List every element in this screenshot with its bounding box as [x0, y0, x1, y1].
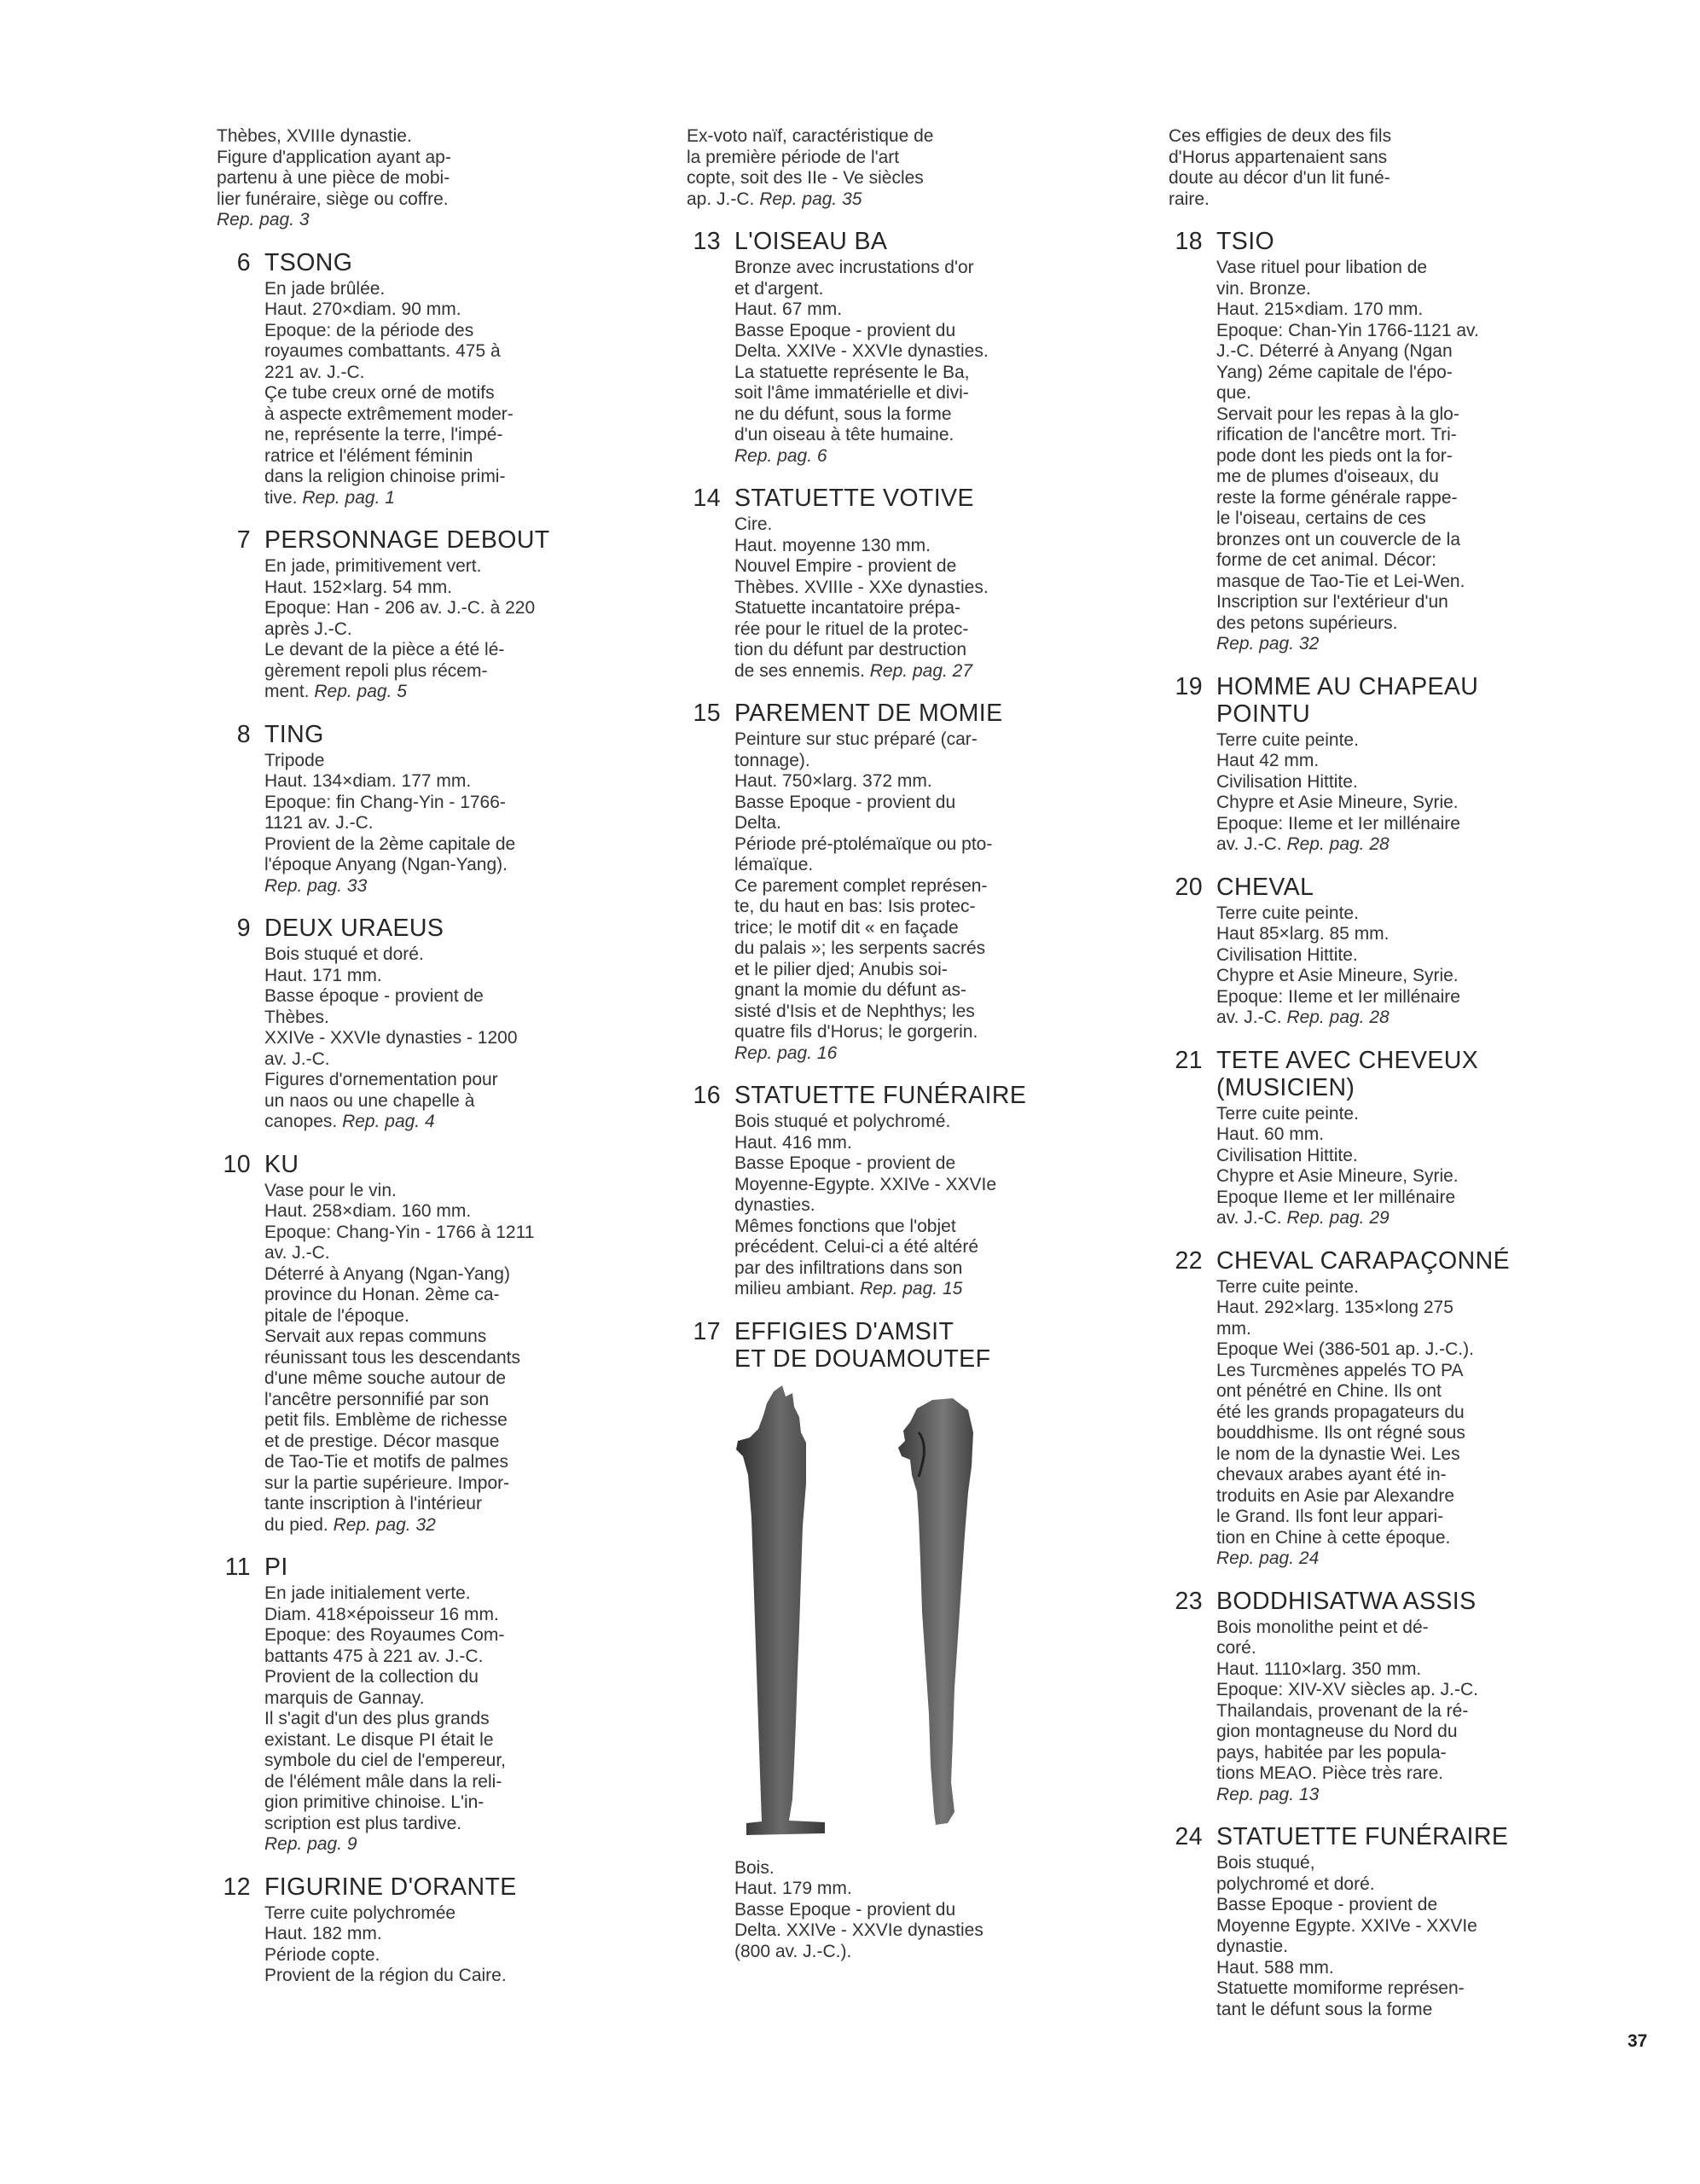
entry-description: Terre cuite peinte. Haut. 292×larg. 135×long 275 mm. Epoque Wei (386-501 ap. J.-C.). Les Turcmènes appelés TO PA ont pénétré en Chine. Ils ont été les grands propagateurs du bouddhisme. Ils ont régné sous le nom de la dynastie Wei. Les chevaux arabes ayant été in- troduits en Asie par Alexandre le Grand. Ils font leur appari- tion en Chine à cette époque. Rep. pag. 24 [1216, 1276, 1474, 1568]
continued-text: Ex-voto naïf, caractéristique de la première période de l'art copte, soit des IIe - Ve siècles ap. J.-C. Rep. pag. 35 [687, 126, 934, 209]
entry-title: BODDHISATWA ASSIS [1216, 1587, 1477, 1615]
entry-description: Terre cuite polychromée Haut. 182 mm. Période copte. Provient de la région du Caire. [264, 1902, 507, 1985]
page-reference: Rep. pag. 32 [333, 1514, 436, 1535]
entry-number: 23 [1175, 1587, 1203, 1615]
page-reference: Rep. pag. 16 [734, 1043, 838, 1063]
continued-text: Thèbes, XVIIIe dynastie. Figure d'application ayant ap- partenu à une pièce de mobi- lier funéraire, siège ou coffre. Rep. pag. 3 [217, 126, 451, 229]
entry-number: 14 [693, 485, 721, 512]
entry-title: PERSONNAGE DEBOUT [264, 526, 550, 554]
entry-number: 22 [1175, 1246, 1203, 1275]
catalog-entry [687, 485, 1036, 682]
page-reference: Rep. pag. 27 [869, 660, 973, 681]
entry-number: 17 [693, 1317, 721, 1345]
page-number: 37 [1627, 2031, 1648, 2051]
catalog-entry [217, 1873, 562, 1987]
entry-description: Bois monolithe peint et dé- coré. Haut. 1110×larg. 350 mm. Epoque: XIV-XV siècles ap. J.-C. Thailandais, provenant de la ré- gion montagneuse du Nord du pays, habitée par les popula- tions MEAO. Pièce très rare. Rep. pag. 13 [1216, 1617, 1478, 1804]
entry-number: 20 [1175, 873, 1203, 901]
entry-title: FIGURINE D'ORANTE [264, 1873, 517, 1901]
entry-number: 9 [236, 915, 251, 942]
entry-title: PAREMENT DE MOMIE [734, 700, 1003, 727]
page-reference: Rep. pag. 4 [342, 1112, 435, 1131]
catalog-entry [217, 721, 562, 897]
figurine-photo [729, 1381, 985, 1855]
entry-number: 12 [223, 1873, 251, 1901]
catalog-entry [687, 1318, 1036, 1373]
catalog-entry [1169, 673, 1527, 856]
catalog-entry [1169, 228, 1527, 655]
entry-description: Cire. Haut. moyenne 130 mm. Nouvel Empire - provient de Thèbes. XVIIIe - XXe dynasties. Statuette incantatoire prépa- rée pour le rituel de la protec- tion du défunt par destruction de ses ennemis. Rep. pag. 27 [734, 514, 989, 681]
entry-title: CHEVAL [1216, 873, 1314, 901]
entry-title: KU [264, 1150, 299, 1178]
entry-title: TETE AVEC CHEVEUX (MUSICIEN) [1216, 1046, 1479, 1101]
entry-title: HOMME AU CHAPEAU POINTU [1216, 672, 1479, 728]
entry-title: STATUETTE FUNÉRAIRE [1216, 1823, 1509, 1850]
entry-description: En jade, primitivement vert. Haut. 152×larg. 54 mm. Epoque: Han - 206 av. J.-C. à 220 après J.-C. Le devant de la pièce a été lé- gèrement repoli plus récem- ment. Rep. pag. 5 [264, 556, 536, 701]
entry-number: 21 [1175, 1046, 1203, 1074]
page-reference: Rep. pag. 35 [759, 189, 862, 209]
entry-number: 6 [236, 248, 251, 276]
entry-title: EFFIGIES D'AMSIT ET DE DOUAMOUTEF [734, 1317, 991, 1373]
entry-number: 15 [693, 700, 721, 727]
page-reference: Rep. pag. 9 [264, 1834, 357, 1854]
catalog-entry [1169, 1823, 1527, 2020]
page-reference: Rep. pag. 5 [314, 682, 407, 701]
entry-title: PI [264, 1554, 288, 1581]
entry-number: 16 [693, 1082, 721, 1109]
entry-description: Terre cuite peinte. Haut 42 mm. Civilisation Hittite. Chypre et Asie Mineure, Syrie. Epoque: IIeme et Ier millénaire av. J.-C. Rep. pag. 28 [1216, 729, 1460, 854]
continued-text: Ces effigies de deux des fils d'Horus appartenaient sans doute au décor d'un lit funé- raire. [1169, 126, 1392, 209]
entry-description: Tripode Haut. 134×diam. 177 mm. Epoque: fin Chang-Yin - 1766- 1121 av. J.-C. Provient de la 2ème capitale de l'époque Anyang (Ngan-Yang). Rep. pag. 33 [264, 750, 516, 896]
catalog-entry [687, 228, 1036, 467]
entry-title: DEUX URAEUS [264, 915, 444, 942]
page-reference: Rep. pag. 6 [734, 445, 827, 466]
entry-description: En jade brûlée. Haut. 270×diam. 90 mm. Epoque: de la période des royaumes combattants. 475 à 221 av. J.-C. Çe tube creux orné de motifs à aspecte extrêmement moder- ne, représente la terre, l'impé- ratrice et l'élément féminin dans la religion chinoise primi- tive. Rep. pag. 1 [264, 278, 513, 508]
entry-number: 7 [236, 526, 251, 554]
catalog-entry [217, 526, 562, 703]
jackal-headed-effigy [736, 1385, 825, 1835]
entry-description: Bois stuqué et doré. Haut. 171 mm. Basse époque - provient de Thèbes. XXIVe - XXVIe dynasties - 1200 av. J.-C. Figures d'ornementation pour un naos ou une chapelle à canopes. Rep. pag. 4 [264, 944, 518, 1131]
page-reference: Rep. pag. 28 [1286, 1008, 1390, 1027]
entry-title: L'OISEAU BA [734, 228, 888, 255]
entry-description: Vase rituel pour libation de vin. Bronze. Haut. 215×diam. 170 mm. Epoque: Chan-Yin 1766-1121 av. J.-C. Déterré à Anyang (Ngan Yang) 2éme capitale de l'épo- que. Servait pour les repas à la glo- rification de l'ancêtre mort. Tri- pode dont les pieds ont la for- me de plumes d'oiseaux, du reste la forme générale rappe- le l'oiseau, certains de ces bronzes ont un couvercle de la forme de cet animal. Décor: masque de Tao-Tie et Lei-Wen. Inscription sur l'extérieur d'un des petons supérieurs. Rep. pag. 32 [1216, 258, 1479, 653]
catalog-entry [1169, 874, 1527, 1029]
page-reference: Rep. pag. 29 [1286, 1208, 1390, 1228]
entry-title: TSIO [1216, 228, 1275, 255]
human-headed-effigy [898, 1398, 973, 1825]
entry-number: 19 [1175, 672, 1203, 700]
catalog-entry [217, 1554, 562, 1856]
entry-description: En jade initialement verte. Diam. 418×époisseur 16 mm. Epoque: des Royaumes Com- battants 475 à 221 av. J.-C. Provient de la collection du marquis de Gannay. Il s'agit d'un des plus grands existant. Le disque PI était le symbole du ciel de l'empereur, de l'élément mâle dans la reli- gion primitive chinoise. L'in- scription est plus tardive. Rep. pag. 9 [264, 1583, 506, 1854]
page-reference: Rep. pag. 15 [860, 1279, 963, 1298]
page-reference: Rep. pag. 3 [217, 210, 310, 229]
entry-description: Terre cuite peinte. Haut. 60 mm. Civilisation Hittite. Chypre et Asie Mineure, Syrie. Epoque IIeme et Ier millénaire av. J.-C. Rep. pag. 29 [1216, 1103, 1459, 1228]
entry-title: TING [264, 720, 324, 748]
page-reference: Rep. pag. 1 [302, 487, 395, 508]
catalog-entry [217, 249, 562, 509]
entry-title: TSONG [264, 248, 353, 276]
entry-title: STATUETTE FUNÉRAIRE [734, 1082, 1027, 1109]
entry-title: STATUETTE VOTIVE [734, 485, 974, 512]
catalog-entry [1169, 1588, 1527, 1806]
catalog-entry [1169, 1047, 1527, 1229]
entry-description: Peinture sur stuc préparé (car- tonnage). Haut. 750×larg. 372 mm. Basse Epoque - provient du Delta. Période pré-ptolémaïque ou pto- lémaïque. Ce parement complet représen- te, du haut en bas: Isis protec- trice; le motif dit « en façade du palais »; les serpents sacrés et le pilier djed; Anubis soi- gnant la momie du défunt as- sisté d'Isis et de Nephthys; les quatre fils d'Horus; le gorgerin. Rep. pag. 16 [734, 729, 993, 1063]
photo-caption: Bois. Haut. 179 mm. Basse Epoque - provient du Delta. XXIVe - XXVIe dynasties (800 av. J.-C.). [734, 1857, 983, 1961]
entry-description: Bronze avec incrustations d'or et d'argent. Haut. 67 mm. Basse Epoque - provient du Delta. XXIVe - XXVIe dynasties. La statuette représente le Ba, soit l'âme immatérielle et divi- ne du défunt, sous la forme d'un oiseau à tête humaine. Rep. pag. 6 [734, 258, 989, 466]
entry-number: 8 [236, 720, 251, 748]
entry-description: Bois stuqué, polychromé et doré. Basse Epoque - provient de Moyenne Egypte. XXIVe - XXVIe dynastie. Haut. 588 mm. Statuette momiforme représen- tant le défunt sous la forme [1216, 1853, 1477, 2019]
page-reference: Rep. pag. 28 [1286, 834, 1390, 854]
catalog-entry [687, 1082, 1036, 1300]
column-3 [1169, 126, 1527, 2038]
entry-title: CHEVAL CARAPAÇONNÉ [1216, 1246, 1510, 1275]
catalog-entry [687, 700, 1036, 1064]
entry-description: Bois stuqué et polychromé. Haut. 416 mm. Basse Epoque - provient de Moyenne-Egypte. XXIVe - XXVIe dynasties. Mêmes fonctions que l'objet précédent. Celui-ci a été altéré par des infiltrations dans son milieu ambiant. Rep. pag. 15 [734, 1112, 997, 1298]
entry-number: 24 [1175, 1823, 1203, 1850]
page-reference: Rep. pag. 13 [1216, 1784, 1320, 1804]
entry-number: 13 [693, 228, 721, 255]
column-2 [687, 126, 1036, 1962]
entry-description: Terre cuite peinte. Haut 85×larg. 85 mm. Civilisation Hittite. Chypre et Asie Mineure, Syrie. Epoque: IIeme et Ier millénaire av. J.-C. Rep. pag. 28 [1216, 903, 1460, 1027]
entry-number: 10 [223, 1150, 251, 1178]
catalog-entry [1169, 1247, 1527, 1570]
page-reference: Rep. pag. 33 [264, 875, 368, 896]
catalog-entry [217, 1151, 562, 1536]
catalog-entry [217, 915, 562, 1133]
entry-number: 18 [1175, 228, 1203, 255]
entry-description: Vase pour le vin. Haut. 258×diam. 160 mm. Epoque: Chang-Yin - 1766 à 1211 av. J.-C. Déterré à Anyang (Ngan-Yang) province du Honan. 2ème ca- pitale de l'époque. Servait aux repas communs réunissant tous les descendants d'une même souche autour de l'ancêtre personnifié par son petit fils. Emblème de richesse et de prestige. Décor masque de Tao-Tie et motifs de palmes sur la partie supérieure. Impor- tante inscription à l'intérieur du pied. Rep. pag. 32 [264, 1180, 535, 1535]
entry-number: 11 [224, 1554, 251, 1581]
page-reference: Rep. pag. 32 [1216, 634, 1320, 653]
column-1 [217, 126, 562, 2005]
page-reference: Rep. pag. 24 [1216, 1548, 1320, 1568]
